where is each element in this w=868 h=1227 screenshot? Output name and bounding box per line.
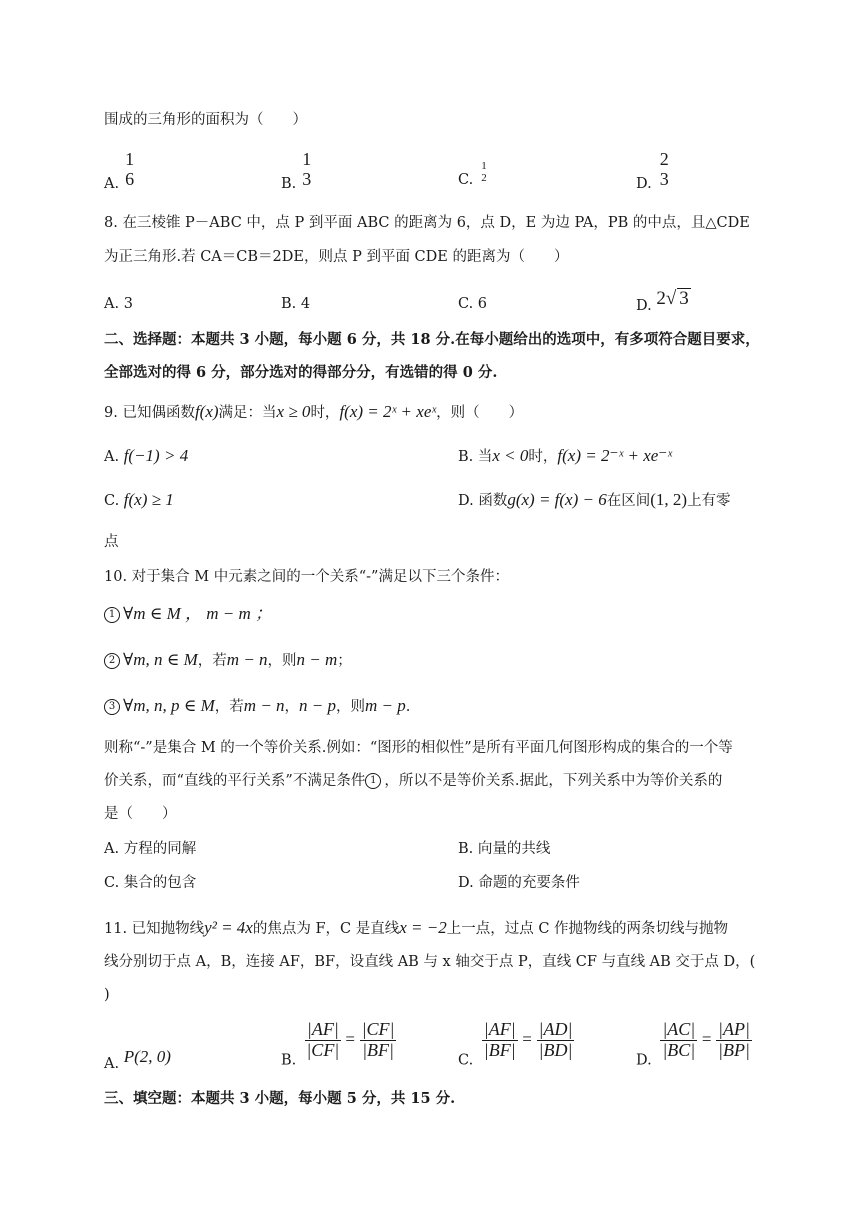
q10-condition-1: 1 ∀m ∈ M ， m − m ； (104, 604, 272, 624)
q8-option-c: C. 6 (458, 296, 488, 312)
q11-option-d: D. $\frac{|AC|}{|BC|}$ = $\frac{|AP|}{|BP|}$ (636, 1019, 750, 1069)
q11-line3: ) (104, 987, 110, 1003)
q9-option-d-wrap: 点 (104, 534, 119, 550)
q10-option-d: D. 命题的充要条件 (458, 875, 580, 891)
q11-option-a: A. P(2, 0) (104, 1047, 171, 1072)
q10-option-a: A. 方程的同解 (104, 841, 197, 857)
q10-stem: 10. 对于集合 M 中元素之间的一个关系“-”满足以下三个条件： (104, 569, 509, 585)
q8-option-d: D. 2√ 3 (636, 288, 689, 314)
q8-line1: 8. 在三棱锥 P－ABC 中，点 P 到平面 ABC 的距离为 6，点 D，E 为边 PA，PB 的中点，且△CDE (104, 215, 750, 231)
q7-stem: 围成的三角形的面积为（ ） (104, 112, 307, 128)
q7-option-c: C. 1 2 (458, 160, 487, 189)
q9-stem: 9. 已知偶函数f(x)满足：当x ≥ 0时，f(x) = 2ˣ + xeˣ，则（ ） (104, 402, 524, 421)
section2-line2: 全部选对的得 6 分，部分选对的得部分分，有选错的得 0 分. (104, 364, 498, 381)
q8-line2: 为正三角形.若 CA＝CB＝2DE，则点 P 到平面 CDE 的距离为（ ） (104, 249, 569, 265)
section3-heading: 三、填空题：本题共 3 小题，每小题 5 分，共 15 分. (104, 1090, 456, 1107)
q8-option-a: A. 3 (104, 296, 133, 312)
q9-option-a: A. f(−1) > 4 (104, 446, 189, 465)
section2-line1: 二、选择题：本题共 3 小题，每小题 6 分，共 18 分.在每小题给出的选项中，有多项符合题目要求， (104, 331, 760, 348)
q10-para-2: 价关系，而“直线的平行关系”不满足条件 1 ，所以不是等价关系.据此，下列关系中为等价关系的 (104, 773, 723, 789)
q10-condition-3: 3 ∀m, n, p ∈ M，若m − n，n − p，则m − p. (104, 696, 410, 716)
q10-para-1: 则称“-”是集合 M 的一个等价关系.例如：“图形的相似性”是所有平面几何图形构成的集合的一个等 (104, 740, 733, 756)
q9-option-d: D. 函数g(x) = f(x) − 6在区间(1, 2)上有零 (458, 490, 731, 509)
q11-option-b: B. $\frac{|AF|}{|CF|}$ = $\frac{|CF|}{|BF|}$ (281, 1019, 395, 1069)
q9-option-b: B. 当x < 0时，f(x) = 2⁻ˣ + xe⁻ˣ (458, 446, 673, 465)
q10-condition-2: 2 ∀m, n ∈ M，若m − n，则n − m； (104, 650, 352, 670)
q7-option-a: A. 1 6 (104, 149, 135, 192)
q11-line1: 11. 已知抛物线y² = 4x的焦点为 F，C 是直线x = −2上一点，过点 C 作抛物线的两条切线与抛物 (104, 918, 729, 937)
q10-option-b: B. 向量的共线 (458, 841, 551, 857)
q7-option-b: B. 1 3 (281, 149, 312, 192)
q9-option-c: C. f(x) ≥ 1 (104, 490, 174, 509)
q11-line2: 线分别切于点 A，B，连接 AF，BF，设直线 AB 与 x 轴交于点 P，直线 CF 与直线 AB 交于点 D，( (104, 954, 756, 970)
q10-option-c: C. 集合的包含 (104, 875, 197, 891)
q7-option-d: D. 2 3 (636, 149, 669, 192)
q11-option-c: C. $\frac{|AF|}{|BF|}$ = $\frac{|AD|}{|BD|}$ (458, 1019, 573, 1069)
q8-option-b: B. 4 (281, 296, 311, 312)
q10-para-3: 是（ ） (104, 806, 177, 822)
